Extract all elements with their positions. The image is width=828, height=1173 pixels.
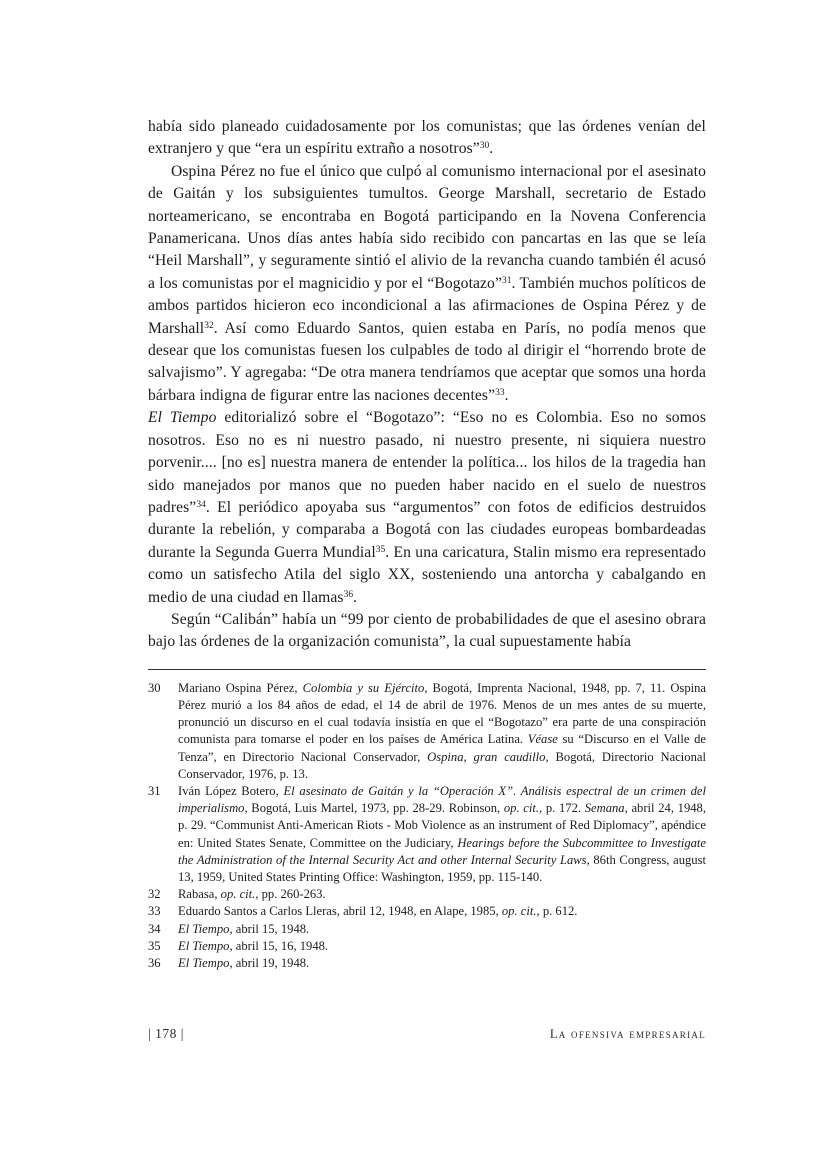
italic-text: Ospina, gran caudillo (427, 749, 546, 764)
footnote-text (178, 955, 706, 972)
paragraph (148, 407, 706, 609)
text-run: . En una caricatura, Stalin mismo era representado como un satisfecho Atila del siglo XX, sosteniendo una antorcha y cabalgando en medio de una ciudad en llamas (148, 543, 706, 606)
italic-text: op. cit. (220, 887, 256, 902)
paragraph (148, 161, 706, 407)
text-block (148, 116, 706, 972)
italic-text: El Tiempo (178, 921, 230, 936)
text-run: . (489, 140, 494, 158)
footnote (148, 886, 706, 903)
text-run: , Bogotá, Imprenta Nacional, 1948, pp. 7, 11. Ospina Pérez murió a los 84 años de edad, el 14 de abril de 1976. Menos de un mes antes de su muerte, pronunció un discurso en el cual todavía insistía en que el “Bogotazo” era parte de una conspiración comunista para tomarse el poder en los países de América Latina. (178, 680, 706, 747)
page-footer (148, 1026, 706, 1042)
text-run: Eduardo Santos a Carlos Lleras, abril 12, 1948, en Alape, 1985, (178, 904, 502, 919)
text-run: , pp. 260-263. (255, 887, 326, 902)
text-run: . Así como Eduardo Santos, quien estaba en París, no podía menos que desear que los comunistas fuesen los culpables de todo al dirigir el “horrendo brote de salvajismo”. Y agregaba: “De otra manera tendríamos que aceptar que somos una horda bárbara indigna de figurar entre las naciones decentes” (148, 319, 706, 404)
footnote (148, 783, 706, 886)
footnote-text (178, 680, 706, 783)
text-run: su “Discurso en el Valle de Tenza”, en Directorio Nacional Conservador, (178, 732, 706, 764)
text-run: . (353, 588, 358, 606)
footnote-text (178, 938, 706, 955)
footnote (148, 955, 706, 972)
footnote-ref: 35 (375, 544, 386, 555)
text-run: , 86th Congress, august 13, 1959, United States Printing Office: Washington, 1959, pp. 115-140. (178, 852, 707, 884)
footnote-number: 35 (148, 938, 161, 953)
footnote-ref: 33 (495, 387, 505, 398)
italic-text: op. cit. (501, 904, 537, 919)
text-run: editorializó sobre el “Bogotazo”: “Eso no es Colombia. Eso no somos nosotros. Eso no es ni nuestro pasado, ni nuestro presente, ni siquiera nuestro porvenir.... [no es] nuestra manera de entender la política... los hilos de la tragedia han sido manejados por manos que no pueden haber nacido en el suelo de nuestros padres” (148, 409, 706, 516)
text-run: Iván López Botero, (178, 783, 284, 798)
text-run: . El periódico apoyaba sus “argumentos” con fotos de edificios destruidos durante la rebelión, y comparaba a Bogotá con las ciudades europeas bombardeadas durante la Segunda Guerra Mundial (148, 498, 706, 561)
footnote-number: 33 (148, 904, 161, 919)
footnote (148, 921, 706, 938)
text-run: Según “Calibán” había un “99 por ciento de probabilidades de que el asesino obrara bajo las órdenes de la organización comunista”, la cual supuestamente había (148, 610, 706, 651)
text-run: . También muchos políticos de ambos partidos hicieron eco incondicional a las afirmaciones de Ospina Pérez y de Marshall (148, 274, 706, 337)
paragraph (148, 609, 706, 654)
footnote-ref: 31 (501, 275, 512, 286)
text-run: Ospina Pérez no fue el único que culpó al comunismo internacional por el asesinato de Gaitán y los subsiguientes tumultos. George Marshall, secretario de Estado norteamericano, se encontraba en Bogotá participando en la Novena Conferencia Panamericana. Unos días antes había sido recibido con pancartas en las que se leía “Heil Marshall”, y seguramente sintió el alivio de la revancha cuando también él acusó a los comunistas por el magnicidio y por el “Bogotazo” (148, 162, 706, 292)
footnote-number: 36 (148, 956, 161, 970)
text-run: , abril 19, 1948. (229, 956, 310, 970)
page-number: | 178 | (148, 1026, 184, 1041)
footnote-ref: 30 (479, 141, 490, 152)
italic-text: Hearings before the Subcommittee to Investigate the Administration of the Internal Security Act and other Internal Security Laws (178, 835, 706, 867)
text-run: había sido planeado cuidadosamente por los comunistas; que las órdenes venían del extranjero y que “era un espíritu extraño a nosotros” (148, 118, 706, 158)
footnote (148, 938, 706, 955)
text-run: , p. 612. (536, 904, 578, 919)
footnote-ref: 32 (204, 320, 214, 331)
italic-text: op. cit. (503, 801, 540, 816)
footnote-ref: 36 (343, 589, 354, 600)
running-title: La ofensiva empresarial (549, 1027, 706, 1041)
footnote-text (178, 886, 706, 903)
italic-text: El Tiempo (148, 409, 217, 427)
footnote-number: 32 (148, 887, 161, 902)
italic-text: El Tiempo (178, 938, 230, 953)
text-run: , Bogotá, Luis Martel, 1973, pp. 28-29. Robinson, (244, 801, 504, 816)
paragraph (148, 116, 706, 161)
italic-text: El asesinato de Gaitán y la “Operación X”. Análisis espectral de un crimen del imperialismo (178, 783, 706, 816)
footnote (148, 903, 706, 920)
footnote-text (178, 903, 706, 920)
text-run: Mariano Ospina Pérez, (178, 680, 303, 695)
text-run: , p. 172. (539, 801, 585, 816)
italic-text: Semana (584, 801, 625, 816)
text-run: , abril 24, 1948, p. 29. “Communist Anti-American Riots - Mob Violence as an instrument of Red Diplomacy”, apéndice en: United States Senate, Committee on the Judiciary, (178, 801, 706, 850)
footnote-number: 31 (148, 783, 161, 798)
italic-text: Véase (527, 732, 558, 747)
footnote-text (178, 783, 706, 886)
italic-text: El Tiempo (178, 956, 230, 970)
text-run: , Bogotá, Directorio Nacional Conservador, 1976, p. 13. (178, 749, 706, 781)
footnote-ref: 34 (196, 499, 206, 510)
footnote-number: 34 (148, 921, 161, 936)
footnote-number: 30 (148, 680, 161, 695)
text-run: , abril 15, 16, 1948. (229, 938, 329, 953)
body-text (148, 116, 706, 654)
footnote-separator (148, 669, 706, 670)
text-run: . (504, 386, 509, 404)
footnotes-section (148, 680, 706, 972)
text-run: Rabasa, (178, 887, 221, 902)
footnote-text (178, 921, 706, 938)
text-run: , abril 15, 1948. (229, 921, 310, 936)
footnote (148, 680, 706, 783)
italic-text: Colombia y su Ejército (302, 680, 425, 695)
